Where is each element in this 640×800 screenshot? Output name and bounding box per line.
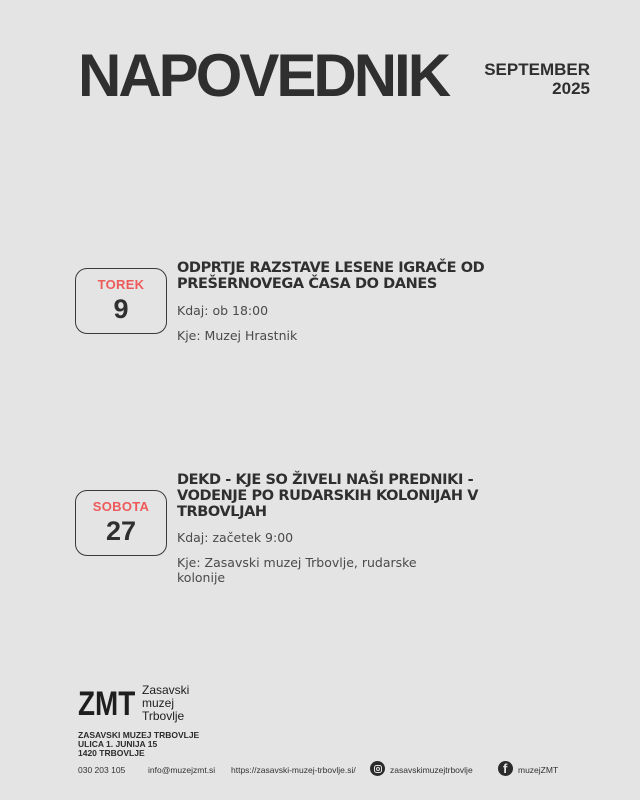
event-day: 27 — [105, 516, 137, 546]
email-link[interactable]: info@muzejzmt.si — [148, 765, 216, 775]
logo-name-line: muzej — [142, 696, 175, 710]
event-date-box — [75, 268, 167, 334]
event-title: DEKD - KJE SO ŽIVELI NAŠI PREDNIKI - VODENJE PO RUDARSKIH KOLONIJAH V TRBOVLJAH — [177, 472, 479, 520]
logo-name — [142, 684, 212, 723]
event-location: Kje: Muzej Hrastnik — [177, 328, 298, 343]
page-title: NAPOVEDNIK — [78, 42, 449, 109]
logo-name-line: Trbovlje — [142, 709, 185, 723]
website-link[interactable]: https://zasavski-muzej-trbovlje.si/ — [231, 765, 356, 775]
event-time: Kdaj: začetek 9:00 — [177, 530, 294, 545]
event-details — [177, 472, 527, 585]
instagram-icon[interactable] — [370, 761, 385, 776]
instagram-handle[interactable]: zasavskimuzejtrbovlje — [390, 765, 473, 775]
event-date-box — [75, 490, 167, 556]
event-weekday: TOREK — [97, 277, 145, 292]
event-location: Kje: Zasavski muzej Trbovlje, rudarske kolonije — [177, 555, 417, 585]
facebook-icon[interactable] — [498, 761, 513, 776]
logo-mark: ZMT — [78, 685, 136, 723]
museum-address — [78, 731, 199, 758]
event-weekday: SOBOTA — [92, 499, 150, 514]
address-line: ULICA 1. JUNIJA 15 — [78, 739, 158, 749]
period-year: 2025 — [552, 79, 590, 98]
event-title: ODPRTJE RAZSTAVE LESENE IGRAČE OD PREŠERNOVEGA ČASA DO DANES — [177, 260, 485, 292]
event-time: Kdaj: ob 18:00 — [177, 303, 269, 318]
period-month: SEPTEMBER — [484, 60, 590, 79]
address-line: ZASAVSKI MUZEJ TRBOVLJE — [78, 730, 200, 740]
period — [484, 60, 590, 98]
phone-number[interactable]: 030 203 105 — [78, 765, 126, 775]
logo-name-line: Zasavski — [142, 683, 190, 697]
address-line: 1420 TRBOVLJE — [78, 748, 145, 758]
event-details — [177, 260, 527, 343]
event-day: 9 — [113, 294, 129, 324]
facebook-handle[interactable]: muzejZMT — [518, 765, 559, 775]
